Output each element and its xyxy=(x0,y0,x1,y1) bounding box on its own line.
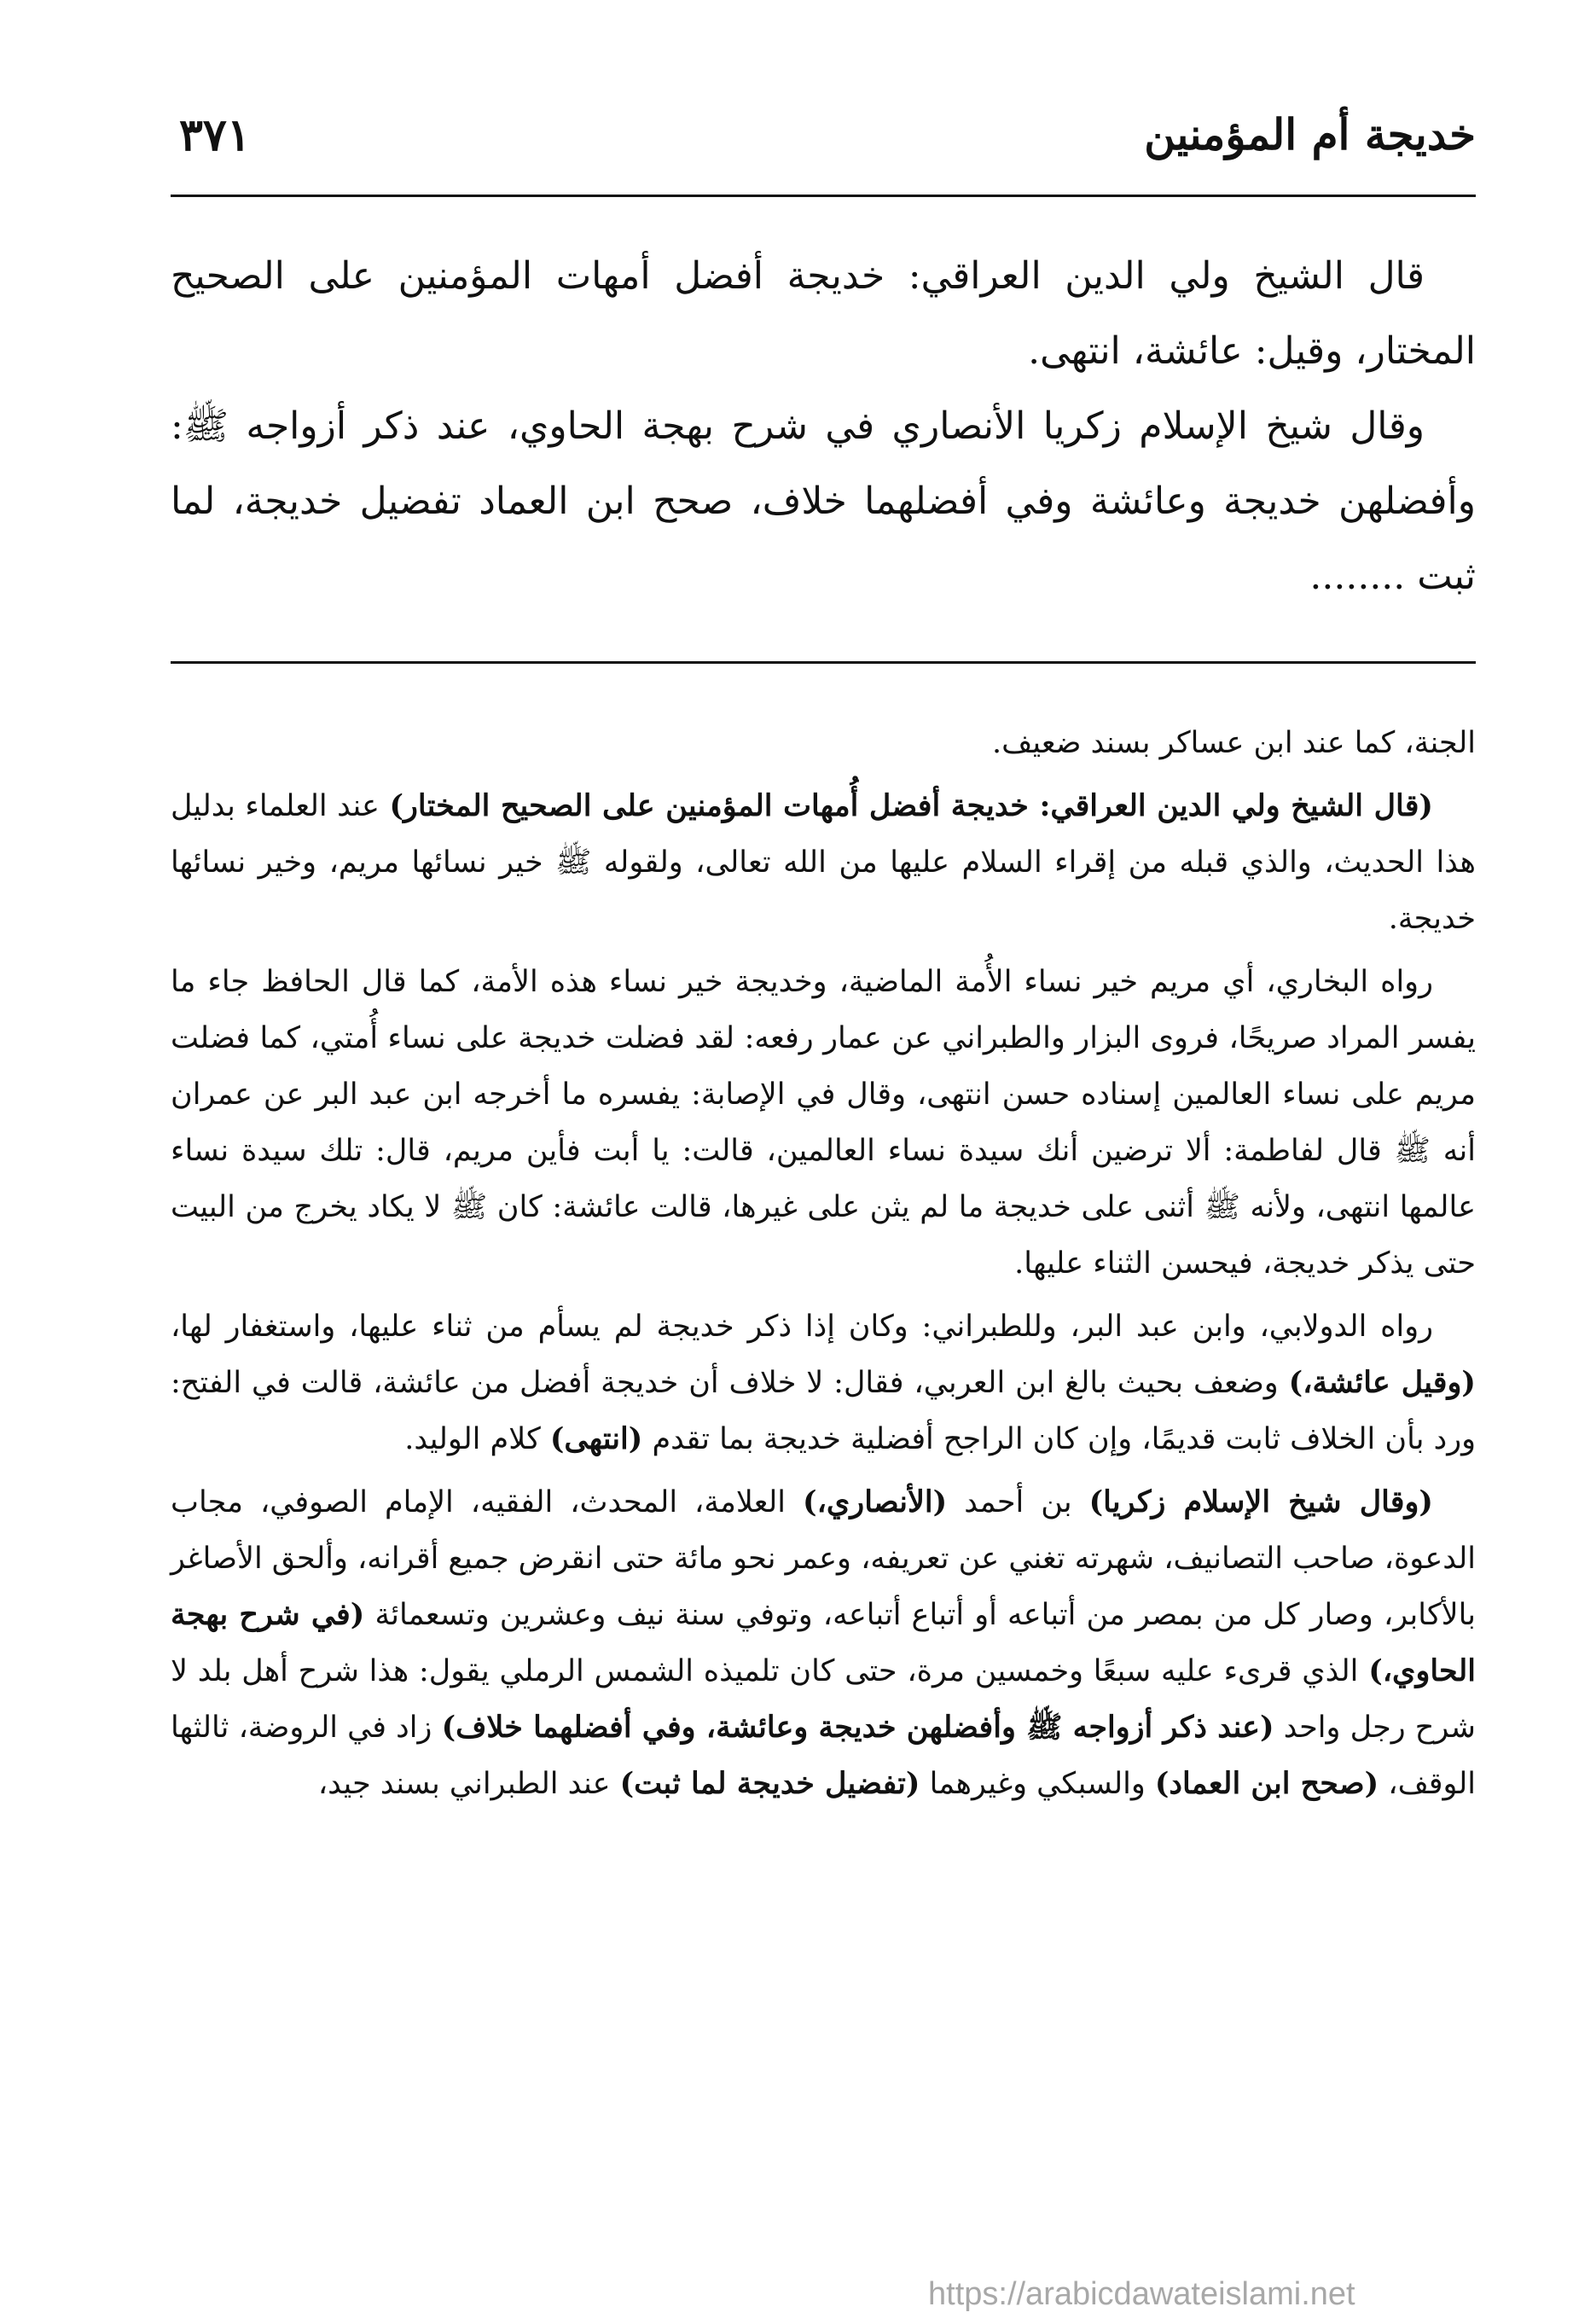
header-rule xyxy=(171,195,1476,197)
commentary-paragraph-5 xyxy=(171,1474,1476,1812)
commentary xyxy=(171,715,1476,1819)
commentary-run: العلامة، المحدث، الفقيه، الإمام الصوفي، مجاب الدعوة، صاحب التصانيف، شهرته تغني عن تعريفه، وعمر نحو مائة حتى انقرض جميع أقرانه، وألحق الأصاغر بالأكابر، وصار كل من بمصر من أتباعه أو أتباع أتباعه، وتوفي سنة نيف وعشرين وتسعمائة xyxy=(171,1485,1476,1632)
commentary-run: كلام الوليد. xyxy=(404,1422,550,1456)
commentary-run: الذي قرىء عليه سبعًا وخمسين مرة، حتى كان تلميذه الشمس الرملي يقول: هذا شرح أهل بلد لا شرح رجل واحد xyxy=(171,1654,1476,1745)
quoted-main-text-run: (قال الشيخ ولي الدين العراقي: خديجة أفضل أُمهات المؤمنين على الصحيح المختار) xyxy=(389,788,1433,823)
commentary-run: وضعف بحيث بالغ ابن العربي، فقال: لا خلاف أن خديجة أفضل من عائشة، قالت في الفتح: ورد بأن الخلاف ثابت قديمًا، وإن كان الراجح أفضلية خديجة بما تقدم xyxy=(171,1366,1476,1456)
source-watermark: https://arabicdawateislami.net xyxy=(928,2276,1355,2312)
quoted-main-text-run: (عند ذكر أزواجه ﷺ وأفضلهن خديجة وعائشة، وفي أفضلهما خلاف) xyxy=(441,1710,1274,1745)
commentary-paragraph-3: رواه البخاري، أي مريم خير نساء الأُمة الماضية، وخديجة خير نساء هذه الأمة، كما قال الحافظ جاء ما يفسر المراد صريحًا، فروى البزار والطبراني عن عمار رفعه: لقد فضلت خديجة على نساء أُمتي، كما فضلت مريم على نساء العالمين إسناده حسن انتهى، وقال في الإصابة: يفسره ما أخرجه ابن عبد البر عن عمران أنه ﷺ قال لفاطمة: ألا ترضين أنك سيدة نساء العالمين، قالت: يا أبت فأين مريم، قال: تلك سيدة نساء عالمها انتهى، ولأنه ﷺ أثنى على خديجة ما لم يثن على غيرها، قالت عائشة: كان ﷺ لا يكاد يخرج من البيت حتى يذكر خديجة، فيحسن الثناء عليها. xyxy=(171,965,1476,1281)
commentary-run: والسبكي وغيرهما xyxy=(920,1767,1155,1801)
main-text-paragraph-2: وقال شيخ الإسلام زكريا الأنصاري في شرح بهجة الحاوي، عند ذكر أزواجه ﷺ: وأفضلهن خديجة وعائشة وفي أفضلهما خلاف، صحح ابن العماد تفضيل خديجة، لما ثبت ........ xyxy=(171,404,1476,598)
quoted-main-text-run: (في شرح بهجة الحاوي،) xyxy=(171,1597,1476,1688)
commentary-separator-rule xyxy=(171,661,1476,664)
commentary-paragraph-1: الجنة، كما عند ابن عساكر بسند ضعيف. xyxy=(991,726,1476,760)
quoted-main-text-run: (تفضيل خديجة لما ثبت) xyxy=(619,1766,920,1801)
commentary-paragraph-2 xyxy=(171,778,1476,947)
quoted-main-text-run: (انتهى) xyxy=(549,1421,643,1456)
commentary-run: رواه الدولابي، وابن عبد البر، وللطبراني: وكان إذا ذكر خديجة لم يسأم من ثناء عليها، واستغفار لها، xyxy=(171,1310,1433,1344)
page-number: ٣٧١ xyxy=(179,109,251,161)
commentary-run: عند الطبراني بسند جيد، xyxy=(317,1767,620,1801)
quoted-main-text-run: (الأنصاري،) xyxy=(803,1484,948,1519)
running-title: خديجة أم المؤمنين xyxy=(1144,109,1476,160)
quoted-main-text-run: (وقال شيخ الإسلام زكريا) xyxy=(1088,1484,1433,1519)
commentary-run: عند العلماء بدليل هذا الحديث، والذي قبله من إقراء السلام عليها من الله تعالى، ولقوله ﷺ خير نسائها مريم، وخير نسائها خديجة. xyxy=(171,789,1476,936)
main-text xyxy=(171,239,1476,614)
commentary-paragraph-4 xyxy=(171,1299,1476,1467)
page-header xyxy=(171,109,1476,177)
quoted-main-text-run: (صحح ابن العماد) xyxy=(1154,1766,1379,1801)
quoted-main-text-run: (وقيل عائشة،) xyxy=(1288,1365,1476,1400)
commentary-run: بن أحمد xyxy=(947,1485,1089,1519)
commentary-run: زاد في الروضة، ثالثها الوقف، xyxy=(171,1711,1476,1801)
main-text-paragraph-1: قال الشيخ ولي الدين العراقي: خديجة أفضل أمهات المؤمنين على الصحيح المختار، وقيل: عائشة، انتهى. xyxy=(171,254,1476,373)
